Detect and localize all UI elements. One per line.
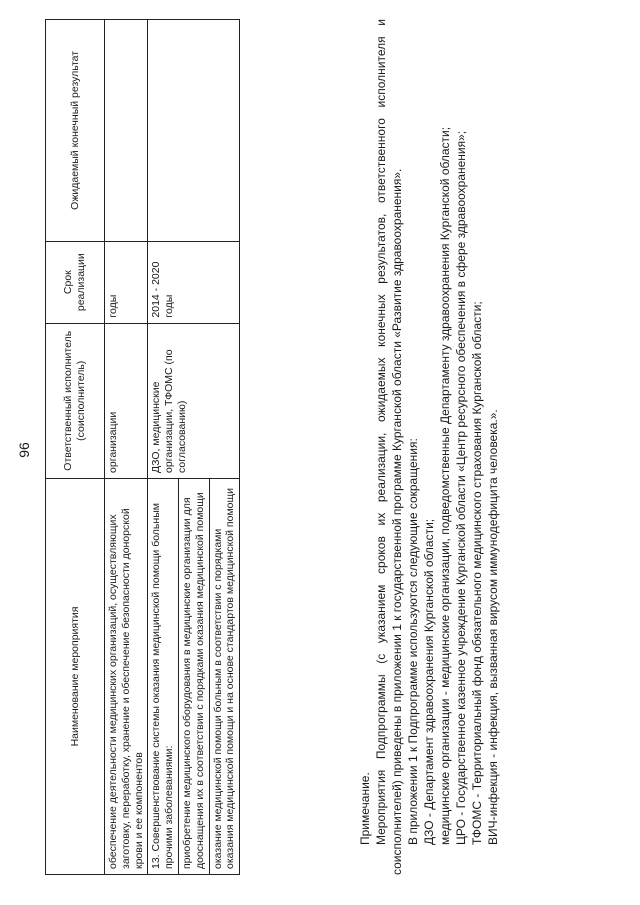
- abbreviation-dzo: ДЗО - Департамент здравоохранения Курганской области;: [421, 518, 436, 845]
- note-title: Примечание.: [358, 772, 372, 845]
- abbreviation-cro: ЦРО - Государственное казенное учреждение Курганской области «Центр ресурсного обеспечения в сфере здравоохранения»;: [453, 130, 468, 845]
- header-activity-name: Наименование мероприятия: [46, 478, 105, 874]
- cell-activity: обеспечение деятельности медицинских организаций, осуществляющих заготовку, переработку, хранение и обеспечение безопасности донорской крови и ее компонентов: [105, 478, 148, 874]
- note-section: [358, 19, 502, 875]
- abbreviation-hiv: ВИЧ-инфекция - инфекция, вызванная вирусом иммунодефицита человека.».: [485, 409, 500, 845]
- cell-result: [148, 20, 240, 242]
- activities-table: [45, 19, 240, 875]
- cell-responsible: организации: [105, 323, 148, 478]
- abbreviation-tfoms: ТФОМС - Территориальный фонд обязательного медицинского страхования Курганской области;: [469, 301, 484, 845]
- table-row: [148, 20, 179, 875]
- cell-activity: оказание медицинской помощи больным в соответствии с порядками оказания медицинской помощи и на основе стандартов медицинской помощи: [209, 478, 240, 874]
- page-number: 96: [16, 442, 32, 458]
- abbreviation-medical-orgs: медицинские организации - медицинские организации, подведомственные Департаменту здравоохранения Курганской области;: [437, 126, 452, 845]
- table-row: [105, 20, 148, 875]
- cell-activity: 13. Совершенствование системы оказания медицинской помощи больным прочими заболеваниями:: [148, 478, 179, 874]
- header-expected-result: Ожидаемый конечный результат: [46, 20, 105, 242]
- cell-result: [105, 20, 148, 242]
- cell-deadline: 2014 - 2020 годы: [148, 241, 240, 323]
- cell-activity: приобретение медицинского оборудования в медицинские организации для дооснащения их в соответствии с порядками оказания медицинской помощи: [178, 478, 209, 874]
- cell-responsible: ДЗО, медицинские организации, ТФОМС (по согласованию): [148, 323, 240, 478]
- header-deadline: Срок реализации: [46, 241, 105, 323]
- table-header-row: [46, 20, 105, 875]
- note-paragraph: Мероприятия Подпрограммы (с указанием сроков их реализации, ожидаемых конечных результатов, ответственного исполнителя и соисполнителей) приведены в приложении 1 к государственной программе Курганской области «Развитие здравоохранения».: [373, 19, 404, 875]
- cell-deadline: годы: [105, 241, 148, 323]
- header-responsible: Ответственный исполнитель (соисполнитель): [46, 323, 105, 478]
- note-paragraph: В приложении 1 к Подпрограмме используются следующие сокращения:: [405, 438, 420, 845]
